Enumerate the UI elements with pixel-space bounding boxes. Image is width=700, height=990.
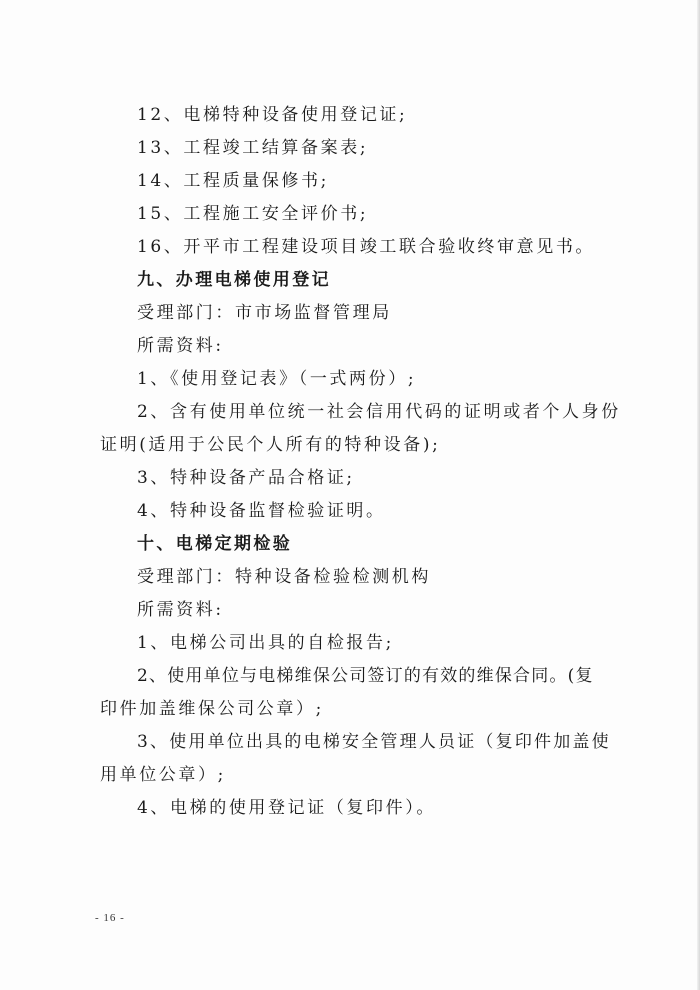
list-item-1: 1、电梯公司出具的自检报告; (137, 633, 394, 653)
list-item-12: 12、电梯特种设备使用登记证; (137, 105, 408, 125)
list-item-16: 16、开平市工程建设项目竣工联合验收终审意见书。 (137, 237, 596, 257)
list-item-1: 1、《使用登记表》（一式两份）; (137, 369, 417, 389)
list-item-3: 3、特种设备产品合格证; (137, 468, 355, 488)
list-item-2: 2、使用单位与电梯维保公司签订的有效的维保合同。(复 (137, 666, 594, 686)
materials-label: 所需资料: (137, 600, 224, 620)
list-item-2: 2、含有使用单位统一社会信用代码的证明或者个人身份 (137, 402, 621, 422)
department-line: 受理部门：特种设备检验检测机构 (137, 567, 431, 587)
department-line: 受理部门：市市场监督管理局 (137, 303, 392, 323)
list-item-2-cont: 证明(适用于公民个人所有的特种设备); (100, 435, 441, 455)
list-item-15: 15、工程施工安全评价书; (137, 204, 369, 224)
list-item-3: 3、使用单位出具的电梯安全管理人员证（复印件加盖使 (137, 732, 611, 752)
page-number: - 16 - (95, 912, 125, 924)
list-item-13: 13、工程竣工结算备案表; (137, 138, 369, 158)
list-item-4: 4、特种设备监督检验证明。 (137, 501, 386, 521)
section-heading-10: 十、电梯定期检验 (137, 534, 293, 554)
list-item-2-cont: 印件加盖维保公司公章）; (100, 699, 324, 719)
list-item-3-cont: 用单位公章）; (100, 765, 226, 785)
list-item-14: 14、工程质量保修书; (137, 171, 329, 191)
materials-label: 所需资料: (137, 336, 224, 356)
list-item-4: 4、电梯的使用登记证（复印件）。 (137, 798, 436, 818)
section-heading-9: 九、办理电梯使用登记 (137, 270, 331, 290)
